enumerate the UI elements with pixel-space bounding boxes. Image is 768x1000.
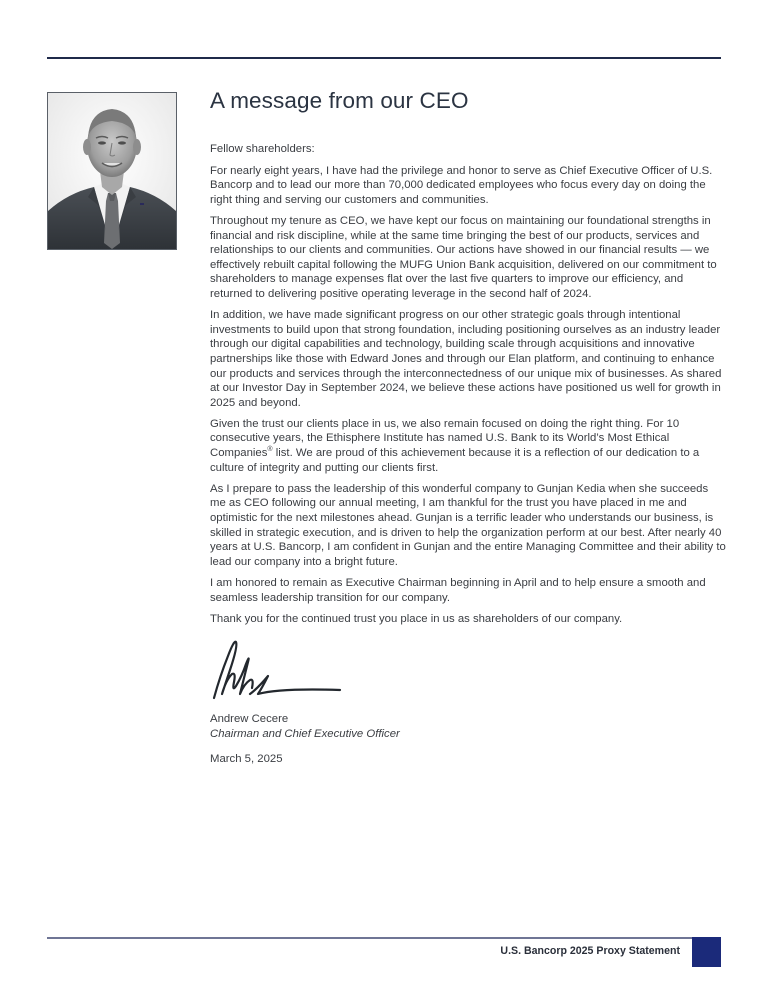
letter-content bbox=[210, 86, 726, 766]
signer-title: Chairman and Chief Executive Officer bbox=[210, 727, 400, 740]
ethics-text-after: list. We are proud of this achievement because it is a reflection of our dedication to a culture of integrity and putting our clients first. bbox=[210, 447, 700, 474]
paragraph-thank-you: Thank you for the continued trust you place in us as shareholders of our company. bbox=[210, 612, 623, 625]
ceo-portrait-photo bbox=[47, 92, 177, 250]
ethics-text-before: Given the trust our clients place in us, we also remain focused on doing the right thing. For 10 consecutive years, the Ethisphere Institute has named U.S. Bank to its World’s Most Ethical Companies bbox=[210, 417, 680, 460]
handwritten-signature-icon bbox=[210, 636, 350, 704]
portrait-image-icon bbox=[48, 93, 176, 249]
registered-mark: ® bbox=[267, 446, 273, 454]
page-title: A message from our CEO bbox=[210, 88, 469, 113]
footer-accent-block bbox=[692, 937, 721, 967]
paragraph-ethics-recognition bbox=[210, 417, 726, 475]
footer-divider bbox=[47, 937, 693, 939]
top-divider bbox=[47, 57, 721, 59]
letter-date: March 5, 2025 bbox=[210, 752, 283, 765]
salutation: Fellow shareholders: bbox=[210, 143, 315, 155]
paragraph-strategic-goals: In addition, we have made significant progress on our other strategic goals through intentional investments to build upon that strong foundation, including positioning ourselves as an industry leader through our digital capabilities and technology, building scale through acquisitions and innovative partnerships like those with Edward Jones and through our Elan platform, and continuing to enhance our products and services through the interconnectedness of our unique mix of businesses. As shared at our Investor Day in September 2024, we believe these actions have positioned us well for growth in 2025 and beyond. bbox=[210, 309, 722, 409]
footer-document-title: U.S. Bancorp 2025 Proxy Statement bbox=[500, 945, 680, 957]
paragraph-financial-results: Throughout my tenure as CEO, we have kept our focus on maintaining our foundational strengths in financial and risk discipline, while at the same time bringing the best of our products, services and relationships to our clients and communities. Our actions have showed in our financial results — we effectively rebuilt capital following the MUFG Union Bank acquisition, delivered on our commitment to shareholders to manage expenses flat over the last five quarters to improve our efficiency, and returned to delivering positive operating leverage in the second half of 2024. bbox=[210, 214, 717, 300]
paragraph-executive-chairman: I am honored to remain as Executive Chairman beginning in April and to help ensure a smooth and seamless leadership transition for our company. bbox=[210, 577, 706, 604]
paragraph-tenure: For nearly eight years, I have had the privilege and honor to serve as Chief Executive Officer of U.S. Bancorp and to lead our more than 70,000 dedicated employees who focus every day on doing the right thing and serving our customers and communities. bbox=[210, 164, 713, 206]
paragraph-leadership-transition: As I prepare to pass the leadership of this wonderful company to Gunjan Kedia when she succeeds me as CEO following our annual meeting, I am thankful for the trust you have placed in me and optimistic for the next milestones ahead. Gunjan is a terrific leader who understands our business, is skilled in strategic execution, and is driven to help the organization perform at our best. After nearly 40 years at U.S. Bancorp, I am confident in Gunjan and the entire Managing Committee and their ability to lead our company into a bright future. bbox=[210, 482, 726, 568]
signer-name: Andrew Cecere bbox=[210, 713, 289, 726]
signature-image bbox=[210, 636, 350, 704]
